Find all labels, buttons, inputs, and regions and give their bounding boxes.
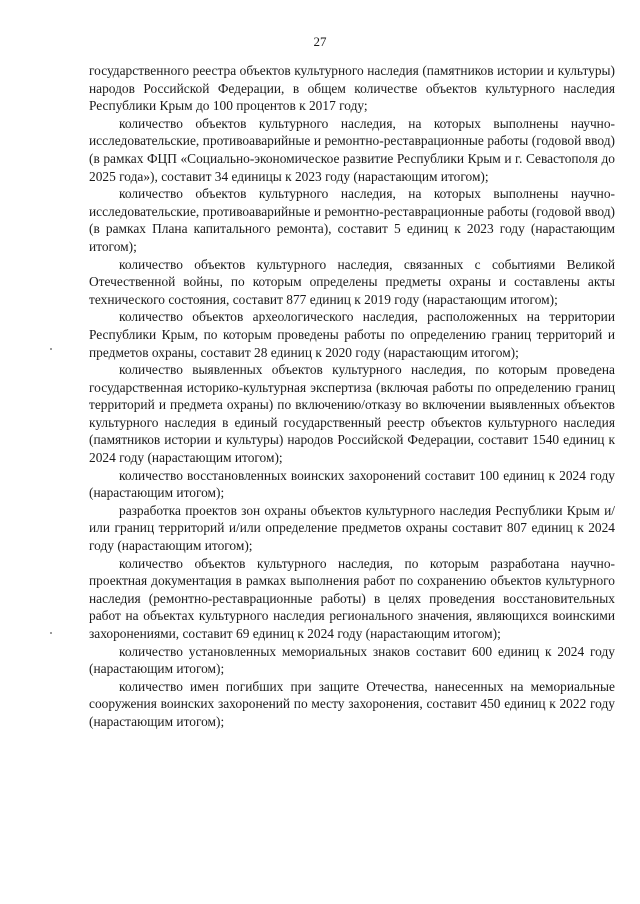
paragraph-capital-repair: количество объектов культурного наследия, на которых выполнены научно-исследовательские, противоаварийные и ремонтно-реставрационные работы (годовой ввод) (в рамках Плана капитального ремонта), составит 5 единиц к 2023 году (нарастающим итогом);	[89, 186, 615, 254]
scan-mark	[50, 348, 52, 350]
document-body	[89, 62, 615, 731]
paragraph-reestr-continuation: государственного реестра объектов культурного наследия (памятников истории и культуры) народов Российской Федерации, в общем количестве объектов культурного наследия Республики Крым до 100 процентов к 2017 году;	[89, 63, 615, 114]
paragraph-memorial-signs: количество установленных мемориальных знаков составит 600 единиц к 2024 году (нарастающим итогом);	[89, 643, 615, 677]
paragraph-archaeology: количество объектов археологического наследия, расположенных на территории Республики Крым, по которым проведены работы по определению границ территорий и предметов охраны, составит 28 единиц к 2020 году (нарастающим итогом);	[89, 309, 615, 360]
paragraph-protection-zones: разработка проектов зон охраны объектов культурного наследия Республики Крым и/или границ территорий и/или определение предметов охраны составит 807 единиц к 2024 году (нарастающим итогом);	[89, 502, 615, 554]
page-number: 27	[313, 34, 327, 49]
paragraph-names-of-fallen: количество имен погибших при защите Отечества, нанесенных на мемориальные сооружения воинских захоронений по месту захоронения, составит 450 единиц к 2022 году (нарастающим итогом);	[89, 678, 615, 729]
scan-mark	[50, 632, 52, 634]
paragraph-burials-restored: количество восстановленных воинских захоронений составит 100 единиц к 2024 году (нарастающим итогом);	[89, 467, 615, 501]
paragraph-fcp-works: количество объектов культурного наследия, на которых выполнены научно-исследовательские, противоаварийные и ремонтно-реставрационные работы (годовой ввод) (в рамках ФЦП «Социально-экономическое развитие Республики Крым и г. Севастополя до 2025 года»), составит 34 единицы к 2023 году (нарастающим итогом);	[89, 115, 615, 184]
paragraph-wwii-objects: количество объектов культурного наследия, связанных с событиями Великой Отечественной войны, по которым определены предметы охраны и составлены акты технического состояния, составит 877 единиц к 2019 году (нарастающим итогом);	[89, 256, 615, 307]
paragraph-project-documentation: количество объектов культурного наследия, по которым разработана научно-проектная документация в рамках выполнения работ по сохранению объектов культурного наследия (ремонтно-реставрационные работы) в целях проведения восстановительных работ на объектах культурного наследия регионального значения, являющихся воинскими захоронениями, составит 69 единиц к 2024 году (нарастающим итогом);	[89, 555, 615, 641]
paragraph-expertise: количество выявленных объектов культурного наследия, по которым проведена государственная историко-культурная экспертиза (включая работы по определению границ территорий и предмета охраны) по включению/отказу во включении выявленных объектов культурного наследия в единый государственный реестр объектов культурного наследия (памятников истории и культуры) народов Российской Федерации, составит 1540 единиц к 2024 году (нарастающим итогом);	[89, 362, 615, 466]
